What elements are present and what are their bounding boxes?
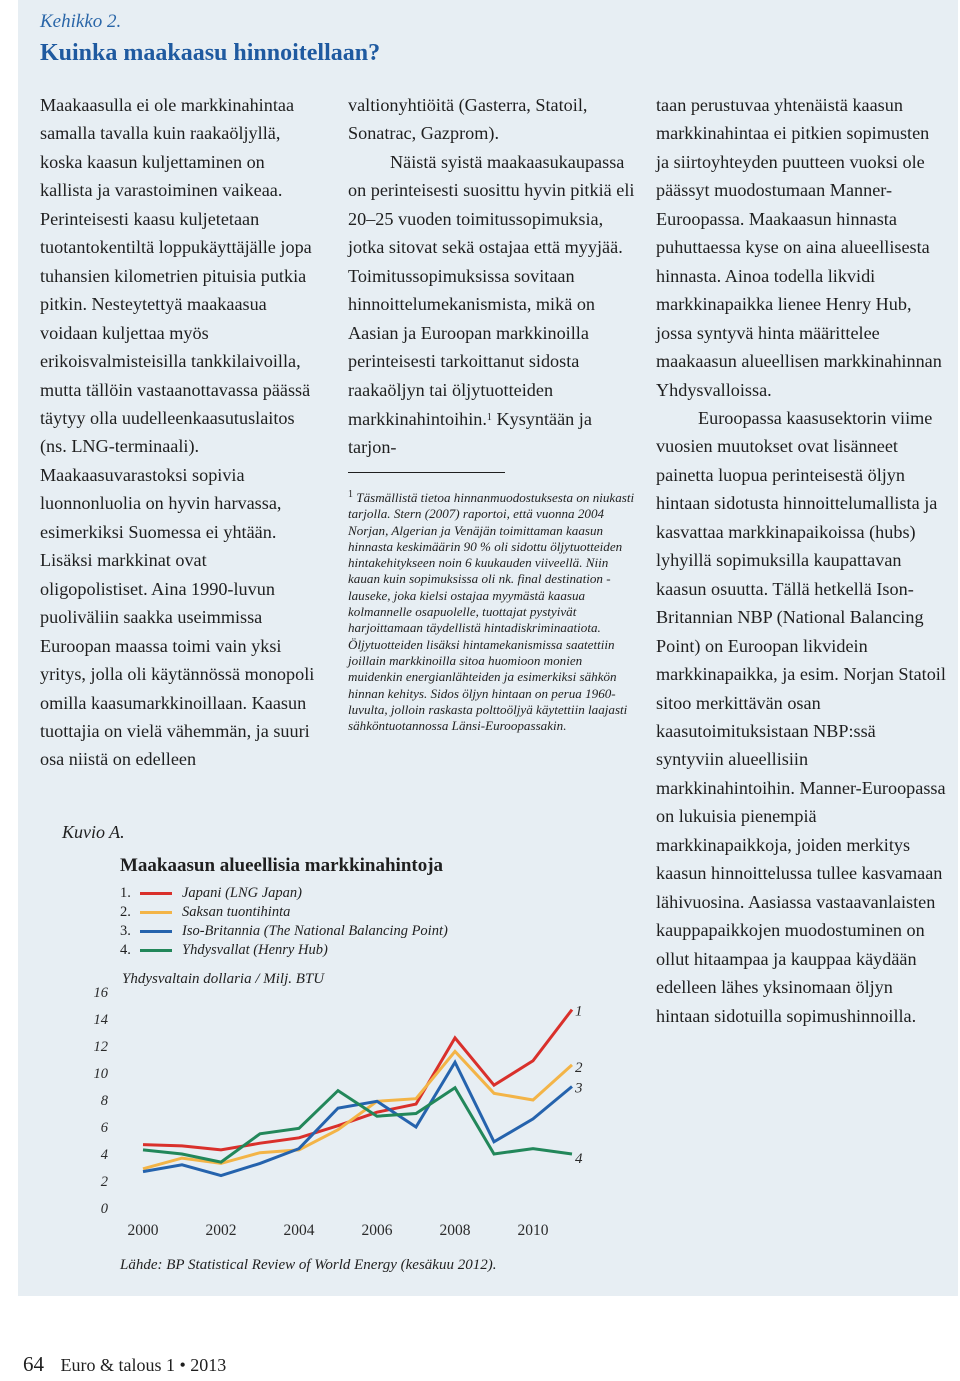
x-tick-label: 2000 [127,1222,159,1239]
legend-item [120,941,448,960]
legend-swatch [140,949,172,952]
x-tick-label: 2004 [283,1222,315,1239]
y-axis-unit-label: Yhdysvaltain dollaria / Milj. BTU [122,971,325,987]
series-line-1 [143,1010,572,1150]
legend-number: 1. [120,885,131,901]
y-tick-label: 0 [100,1201,108,1217]
legend-label: Iso-Britannia (The National Balancing Point) [182,923,448,939]
footnote-rule [348,472,505,473]
paragraph: Maakaasulla ei ole markkinahintaa samalla tavalla kuin raakaöljyllä, koska kaasun kuljettaminen on kallista ja varastoiminen vaikeaa. Perinteisesti kaasu kuljetetaan tuotantokentiltä loppukäyttäjälle jopa tuhansien kilometrien pituisia putkia pitkin. Nesteytettyä maakaasua voidaan kuljettaa myös erikoisvalmisteisilla tankkilaivoilla, mutta tällöin vastaanottavassa päässä täytyy olla uudelleenkaasutuslaitos (ns. LNG-terminaali). Maakaasuvarastoksi sopivia luonnonluolia on hyvin harvassa, esimerkiksi Suomessa ei yhtään. Lisäksi markkinat ovat oligopolistiset. Aina 1990-luvun puoliväliin saakka useimmissa Euroopan maassa toimi vain yksi yritys, jolla oli käytännössä monopoli omilla kaasumarkkinoillaan. Kaasun tuottajia on vielä vähemmän, ja suuri osa niistä on edelleen [40,95,315,770]
line-chart [60,975,620,1245]
series-end-label: 1 [575,1003,583,1020]
text-column-3 [656,91,946,1030]
figure-source: Lähde: BP Statistical Review of World Energy (kesäkuu 2012). [120,1257,497,1273]
legend-swatch [140,930,172,933]
y-tick-label: 6 [100,1120,108,1136]
page-footer [0,1352,226,1377]
series-end-label: 4 [575,1151,583,1167]
y-tick-label: 10 [93,1066,108,1082]
paragraph-continuation: Kysyntään ja tarjon- [348,408,592,458]
y-tick-label: 12 [93,1039,108,1055]
legend-label: Japani (LNG Japan) [182,885,303,901]
chart-title: Maakaasun alueellisia markkinahintoja [120,855,444,876]
paragraph: taan perustuvaa yhtenäistä kaasun markkinahintaa ei pitkien sopimusten ja siirtoyhteyden puutteen vuoksi ole päässyt muodostumaan Manner-Euroopassa. Maakaasun hinnasta puhuttaessa kyse on aina alueellisesta hinnasta. Ainoa todella likvidi markkinapaikka lienee Henry Hub, jossa syntyvä hinta määrittelee maakaasun alueellisen markkinahinnan Yhdysvalloissa. [656,95,942,400]
legend-label: Yhdysvallat (Henry Hub) [182,942,328,958]
legend-number: 2. [120,904,131,920]
legend-item [120,903,448,922]
y-tick-label: 2 [100,1174,108,1190]
footnote-text: Täsmällistä tietoa hinnanmuodostuksesta on niukasti tarjolla. Stern (2007) raportoi, että vuonna 2004 Norjan, Algerian ja Venäjän toimittaman kaasun hinnasta keskimäärin 90 % oli sidottu öljytuotteiden hintakehitykseen noin 6 kuukauden viiveellä. Niin kauan kuin sopimuksissa oli nk. final destination -lauseke, joka kielsi ostajaa myymästä kaasua kolmannelle osapuolelle, tuottajat pystyivät harjoittamaan täydellistä hintadiskriminaatiota. Öljytuotteiden lisäksi hintamekanismissa saatettiin joillain markkinoilla sitoa huomioon monien muidenkin energianlähteiden ja esimerkiksi sähkön hinnan kehitys. Sidos öljyn hintaan on perua 1960-luvulta, jolloin raskasta polttoöljyä käytettiin laajasti sähköntuotannossa Länsi-Euroopassakin. [348,490,635,734]
legend-item [120,884,448,903]
legend-swatch [140,892,172,895]
x-tick-label: 2002 [205,1222,237,1239]
figure-label: Kuvio A. [62,822,125,842]
footnote [348,487,640,734]
chart-legend [120,884,448,960]
x-tick-label: 2006 [361,1222,393,1239]
y-tick-label: 4 [100,1147,108,1163]
x-tick-label: 2010 [517,1222,549,1239]
series-line-4 [143,1088,572,1162]
paragraph: Euroopassa kaasusektorin viime vuosien muutokset ovat lisänneet painetta luopua perinteisestä öljyn hintaan sidotusta hinnoittelumallista ja kasvattaa markkinapaikoissa (hubs) lyhyillä sopimuksilla kaupattavan kaasun osuutta. Tällä hetkellä Ison-Britannian NBP (National Balancing Point) on Euroopan likvidein markkinapaikka, ja esim. Norjan Statoil sitoo merkittävän osan kaasutoimituksistaan NBP:ssä syntyviin alueellisiin markkinahintoihin. Manner-Euroopassa on lukuisia pienempiä markkinapaikkoja, joiden merkitys kaasun hinnoittelussa tullee kasvamaan lähivuosina. Aasiassa vastaavanlaisten kauppapaikkojen muodostuminen on ollut hitaampaa ja kauppaa käydään edelleen lähes yksinomaan öljyn hintaan sidotuilla sopimushinnoilla. [656,407,946,1026]
y-tick-label: 16 [93,985,108,1001]
y-tick-label: 14 [93,1012,108,1028]
legend-label: Saksan tuontihinta [182,904,291,920]
text-column-1 [40,91,315,774]
series-end-label: 2 [575,1059,583,1076]
legend-number: 4. [120,942,131,958]
text-column-2 [348,91,642,462]
series-end-label: 3 [575,1080,583,1097]
legend-swatch [140,911,172,914]
footnote-marker: 1 [348,489,353,500]
paragraph: valtionyhtiöitä (Gasterra, Statoil, Sonatrac, Gazprom). [348,95,588,144]
journal-issue: Euro & talous 1 • 2013 [60,1355,227,1375]
box-title: Kuinka maakaasu hinnoitellaan? [40,40,381,66]
footnote-reference: 1 [486,411,492,423]
y-tick-label: 8 [100,1093,108,1109]
page-number: 64 [23,1352,44,1376]
paragraph-text: Näistä syistä maakaasukaupassa on perinteisesti suosittu hyvin pitkiä eli 20–25 vuoden toimitussopimuksia, jotka sitovat sekä ostajaa että myyjää. Toimitussopimuksissa sovitaan hinnoittelumekanismista, mikä on Aasian ja Euroopan markkinoilla perinteisesti tarkoittanut sidosta raakaöljyn tai öljytuotteiden markkinahintoihin. [348,151,635,429]
x-tick-label: 2008 [439,1222,471,1239]
paragraph [348,148,642,462]
box-kicker: Kehikko 2. [40,11,122,32]
legend-number: 3. [120,923,131,939]
legend-item [120,922,448,941]
